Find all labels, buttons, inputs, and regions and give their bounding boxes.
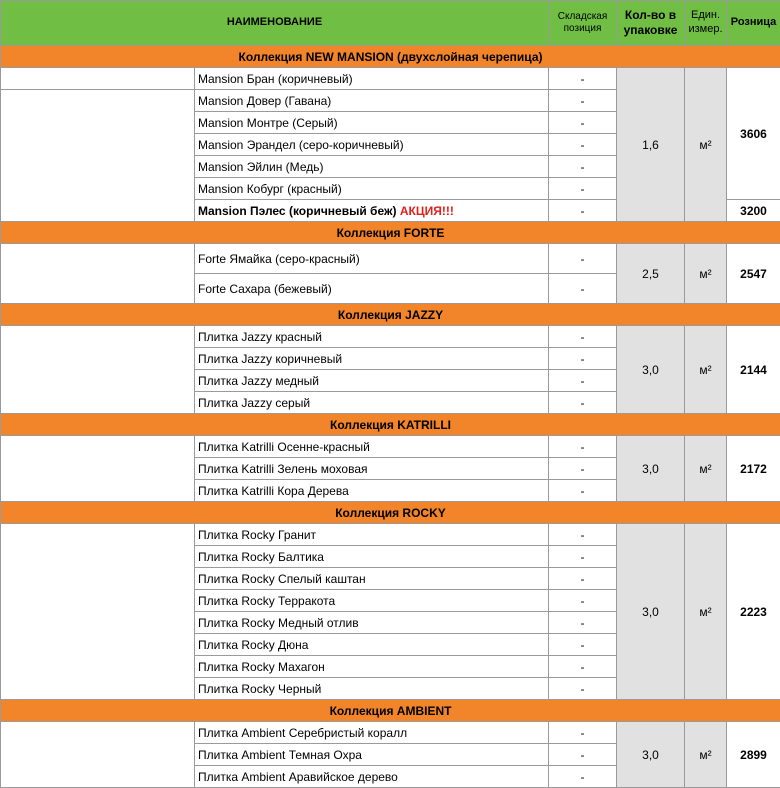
collection-header-ambient <box>1 700 780 722</box>
stock-cell: - <box>549 200 617 222</box>
collection-title: Коллекция FORTE <box>1 222 780 244</box>
empty-cell <box>1 722 195 788</box>
qty-cell: 2,5 <box>617 244 685 304</box>
item-name: Плитка Rocky Гранит <box>195 524 549 546</box>
item-name: Mansion Монтре (Серый) <box>195 112 549 134</box>
table-row <box>1 326 780 348</box>
qty-cell: 3,0 <box>617 722 685 788</box>
collection-header-jazzy <box>1 304 780 326</box>
stock-cell: - <box>549 612 617 634</box>
collection-title: Коллекция AMBIENT <box>1 700 780 722</box>
stock-cell: - <box>549 392 617 414</box>
unit-cell: м² <box>685 722 727 788</box>
item-name: Mansion Эрандел (серо-коричневый) <box>195 134 549 156</box>
stock-cell: - <box>549 134 617 156</box>
header-name: НАИМЕНОВАНИЕ <box>1 1 549 46</box>
item-name: Плитка Rocky Терракота <box>195 590 549 612</box>
promo-tag: АКЦИЯ!!! <box>400 204 454 218</box>
item-name: Mansion Бран (коричневый) <box>195 68 549 90</box>
stock-cell: - <box>549 656 617 678</box>
stock-cell: - <box>549 68 617 90</box>
item-name: Плитка Rocky Спелый каштан <box>195 568 549 590</box>
qty-cell: 3,0 <box>617 524 685 700</box>
collection-header-rocky <box>1 502 780 524</box>
item-name: Плитка Katrilli Кора Дерева <box>195 480 549 502</box>
header-stock: Складская позиция <box>549 1 617 46</box>
item-name: Плитка Katrilli Осенне-красный <box>195 436 549 458</box>
table-row <box>1 68 780 90</box>
stock-cell: - <box>549 244 617 274</box>
price-cell: 3606 <box>727 68 780 200</box>
unit-cell: м² <box>685 436 727 502</box>
stock-cell: - <box>549 546 617 568</box>
promo-name: Mansion Пэлес (коричневый беж) <box>198 204 396 218</box>
item-name: Forte Сахара (бежевый) <box>195 274 549 304</box>
stock-cell: - <box>549 90 617 112</box>
stock-cell: - <box>549 458 617 480</box>
empty-cell <box>1 436 195 502</box>
item-name: Плитка Rocky Махагон <box>195 656 549 678</box>
item-name: Плитка Jazzy красный <box>195 326 549 348</box>
header-unit: Един. измер. <box>685 1 727 46</box>
stock-cell: - <box>549 722 617 744</box>
table-row <box>1 524 780 546</box>
collection-title: Коллекция ROCKY <box>1 502 780 524</box>
unit-cell: м² <box>685 524 727 700</box>
item-name: Плитка Rocky Медный отлив <box>195 612 549 634</box>
header-qty: Кол-во в упаковке <box>617 1 685 46</box>
collection-header-forte <box>1 222 780 244</box>
item-name: Плитка Katrilli Зелень моховая <box>195 458 549 480</box>
empty-cell <box>1 90 195 222</box>
collection-title: Коллекция KATRILLI <box>1 414 780 436</box>
table-row <box>1 436 780 458</box>
stock-cell: - <box>549 348 617 370</box>
item-name: Плитка Rocky Черный <box>195 678 549 700</box>
item-name-promo <box>195 200 549 222</box>
price-cell: 2172 <box>727 436 780 502</box>
item-name: Mansion Эйлин (Медь) <box>195 156 549 178</box>
stock-cell: - <box>549 634 617 656</box>
empty-cell <box>1 68 195 90</box>
qty-cell: 3,0 <box>617 326 685 414</box>
collection-title: Коллекция NEW MANSION (двухслойная черепица) <box>1 46 780 68</box>
item-name: Mansion Кобург (красный) <box>195 178 549 200</box>
item-name: Forte Ямайка (серо-красный) <box>195 244 549 274</box>
stock-cell: - <box>549 678 617 700</box>
stock-cell: - <box>549 590 617 612</box>
collection-header-mansion <box>1 46 780 68</box>
item-name: Плитка Ambient Аравийское дерево <box>195 766 549 788</box>
stock-cell: - <box>549 744 617 766</box>
item-name: Плитка Jazzy коричневый <box>195 348 549 370</box>
stock-cell: - <box>549 112 617 134</box>
unit-cell: м² <box>685 326 727 414</box>
stock-cell: - <box>549 766 617 788</box>
item-name: Плитка Jazzy медный <box>195 370 549 392</box>
stock-cell: - <box>549 524 617 546</box>
item-name: Mansion Довер (Гавана) <box>195 90 549 112</box>
price-cell: 2223 <box>727 524 780 700</box>
stock-cell: - <box>549 480 617 502</box>
stock-cell: - <box>549 370 617 392</box>
table-row <box>1 722 780 744</box>
stock-cell: - <box>549 568 617 590</box>
promo-price-cell: 3200 <box>727 200 780 222</box>
item-name: Плитка Ambient Серебристый коралл <box>195 722 549 744</box>
price-cell: 2899 <box>727 722 780 788</box>
item-name: Плитка Rocky Дюна <box>195 634 549 656</box>
item-name: Плитка Rocky Балтика <box>195 546 549 568</box>
price-cell: 2547 <box>727 244 780 304</box>
header-row <box>1 1 780 46</box>
item-name: Плитка Jazzy серый <box>195 392 549 414</box>
price-cell: 2144 <box>727 326 780 414</box>
collection-title: Коллекция JAZZY <box>1 304 780 326</box>
unit-cell: м² <box>685 68 727 222</box>
empty-cell <box>1 524 195 700</box>
qty-cell: 1,6 <box>617 68 685 222</box>
stock-cell: - <box>549 178 617 200</box>
header-retail: Розница <box>727 1 780 46</box>
table-row <box>1 244 780 274</box>
collection-header-katrilli <box>1 414 780 436</box>
stock-cell: - <box>549 156 617 178</box>
item-name: Плитка Ambient Темная Охра <box>195 744 549 766</box>
empty-cell <box>1 244 195 304</box>
empty-cell <box>1 326 195 414</box>
stock-cell: - <box>549 436 617 458</box>
unit-cell: м² <box>685 244 727 304</box>
stock-cell: - <box>549 274 617 304</box>
stock-cell: - <box>549 326 617 348</box>
qty-cell: 3,0 <box>617 436 685 502</box>
